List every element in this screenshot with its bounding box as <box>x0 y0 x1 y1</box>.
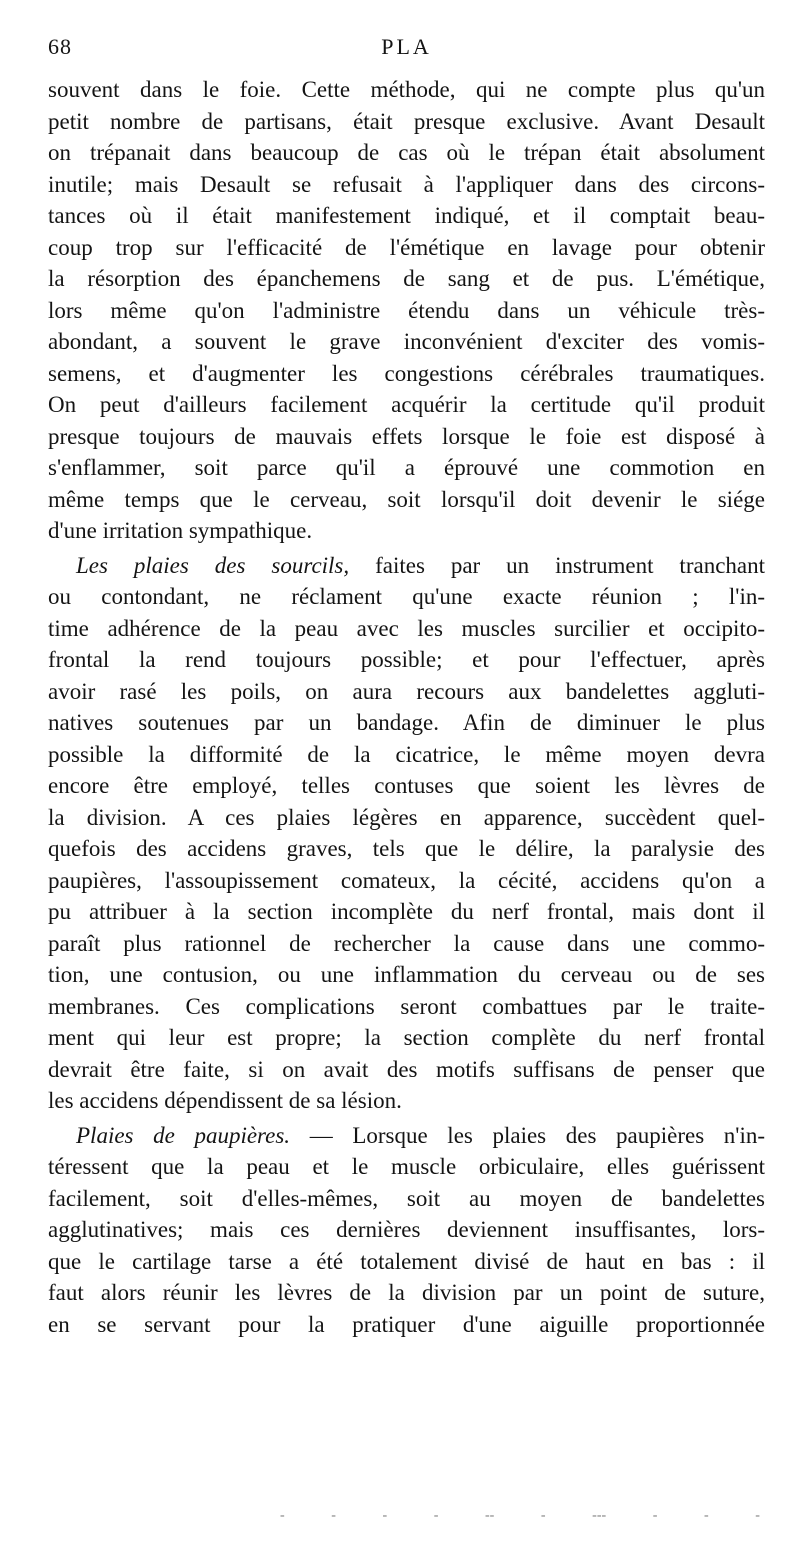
body-text <box>48 74 765 1340</box>
text-line <box>48 1183 765 1215</box>
text-line <box>48 389 765 421</box>
line-text: On peut d'ailleurs facilement acquérir la certitude qu'il produit <box>48 392 765 417</box>
text-line <box>48 1085 765 1117</box>
text-line <box>48 200 765 232</box>
line-text: abondant, a souvent le grave inconvénient d'exciter des vomis- <box>48 329 765 354</box>
text-line <box>48 263 765 295</box>
text-line <box>48 452 765 484</box>
line-text: frontal la rend toujours possible; et pour l'effectuer, après <box>48 647 765 672</box>
text-line <box>48 644 765 676</box>
line-text: en se servant pour la pratiquer d'une aiguille proportionnée <box>48 1311 765 1337</box>
line-text: paraît plus rationnel de rechercher la cause dans une commo- <box>48 930 765 956</box>
line-text: on trépanait dans beaucoup de cas où le trépan était absolument <box>48 140 765 165</box>
text-line <box>48 169 765 201</box>
text-line <box>48 550 765 582</box>
text-line <box>48 1309 765 1341</box>
line-text: — Lorsque les plaies des paupières n'in- <box>290 1122 765 1148</box>
text-line <box>48 358 765 390</box>
line-text: pu attribuer à la section incomplète du nerf frontal, mais dont il <box>48 899 765 924</box>
line-text: lors même qu'on l'administre étendu dans un véhicule très- <box>48 297 765 323</box>
text-line <box>48 739 765 771</box>
text-line <box>48 581 765 613</box>
line-text: d'une irritation sympathique. <box>48 518 313 543</box>
text-line <box>48 802 765 834</box>
line-text: time adhérence de la peau avec les muscles surcilier et occipito- <box>48 615 765 641</box>
line-text: la résorption des épanchemens de sang et de pus. L'émétique, <box>48 266 765 291</box>
text-line <box>48 326 765 358</box>
text-line <box>48 515 765 547</box>
text-line <box>48 676 765 708</box>
text-line <box>48 896 765 928</box>
bottom-marks: - - - - -- - --- - - - <box>280 1508 760 1523</box>
text-line <box>48 232 765 264</box>
line-text: agglutinatives; mais ces dernières deviennent insuffisantes, lors- <box>48 1217 765 1242</box>
line-text: s'enflammer, soit parce qu'il a éprouvé une commotion en <box>48 455 765 480</box>
line-text: tion, une contusion, ou une inflammation du cerveau ou de ses <box>48 962 765 987</box>
line-text: téressent que la peau et le muscle orbiculaire, elles guérissent <box>48 1154 765 1179</box>
text-line <box>48 1246 765 1278</box>
line-text: la division. A ces plaies légères en apparence, succèdent quel- <box>48 804 765 830</box>
line-text: presque toujours de mauvais effets lorsque le foie est disposé à <box>48 423 765 449</box>
text-line <box>48 707 765 739</box>
line-text: paupières, l'assoupissement comateux, la cécité, accidens qu'on a <box>48 867 765 893</box>
line-text: inutile; mais Desault se refusait à l'appliquer dans des circons- <box>48 171 765 197</box>
text-line <box>48 1277 765 1309</box>
line-text: membranes. Ces complications seront combattues par le traite- <box>48 993 765 1019</box>
line-text: petit nombre de partisans, était presque exclusive. Avant Desault <box>48 108 765 134</box>
line-text: possible la difformité de la cicatrice, le même moyen devra <box>48 741 765 767</box>
line-text: ment qui leur est propre; la section complète du nerf frontal <box>48 1025 765 1050</box>
text-line <box>48 833 765 865</box>
text-line <box>48 1022 765 1054</box>
line-text: souvent dans le foie. Cette méthode, qui ne compte plus qu'un <box>48 77 765 102</box>
line-text: encore être employé, telles contuses que soient les lèvres de <box>48 773 765 798</box>
page-number: 68 <box>48 34 72 59</box>
text-line <box>48 484 765 516</box>
text-line <box>48 613 765 645</box>
line-text: même temps que le cerveau, soit lorsqu'il doit devenir le siége <box>48 486 765 512</box>
text-line <box>48 1214 765 1246</box>
line-text: faites par un instrument tranchant <box>349 552 765 578</box>
line-text: facilement, soit d'elles-mêmes, soit au moyen de bandelettes <box>48 1185 765 1211</box>
text-line <box>48 991 765 1023</box>
line-text: coup trop sur l'efficacité de l'émétique en lavage pour obtenir <box>48 234 765 260</box>
text-line <box>48 1054 765 1086</box>
text-line <box>48 770 765 802</box>
line-text: que le cartilage tarse a été totalement divisé de haut en bas : il <box>48 1248 765 1274</box>
text-line <box>48 928 765 960</box>
line-text: avoir rasé les poils, on aura recours aux bandelettes aggluti- <box>48 678 765 704</box>
text-line <box>48 421 765 453</box>
line-text: quefois des accidens graves, tels que le délire, la paralysie des <box>48 836 765 861</box>
line-text: ou contondant, ne réclament qu'une exacte réunion ; l'in- <box>48 584 765 609</box>
text-line <box>48 1151 765 1183</box>
running-head: PLA <box>381 34 432 59</box>
italic-heading: Plaies de paupières. <box>76 1122 291 1148</box>
text-line <box>48 137 765 169</box>
line-text: devrait être faite, si on avait des motifs suffisans de penser que <box>48 1056 765 1082</box>
line-text: faut alors réunir les lèvres de la division par un point de suture, <box>48 1280 765 1305</box>
text-line <box>48 865 765 897</box>
page-header <box>48 34 765 66</box>
line-text: les accidens dépendissent de sa lésion. <box>48 1088 402 1113</box>
italic-heading: Les plaies des sourcils, <box>76 552 350 578</box>
text-line <box>48 106 765 138</box>
line-text: natives soutenues par un bandage. Afin de diminuer le plus <box>48 710 765 735</box>
text-line <box>48 74 765 106</box>
line-text: tances où il était manifestement indiqué, et il comptait beau- <box>48 203 765 228</box>
text-line <box>48 295 765 327</box>
text-line <box>48 1120 765 1152</box>
line-text: semens, et d'augmenter les congestions cérébrales traumatiques. <box>48 360 765 386</box>
text-line <box>48 959 765 991</box>
